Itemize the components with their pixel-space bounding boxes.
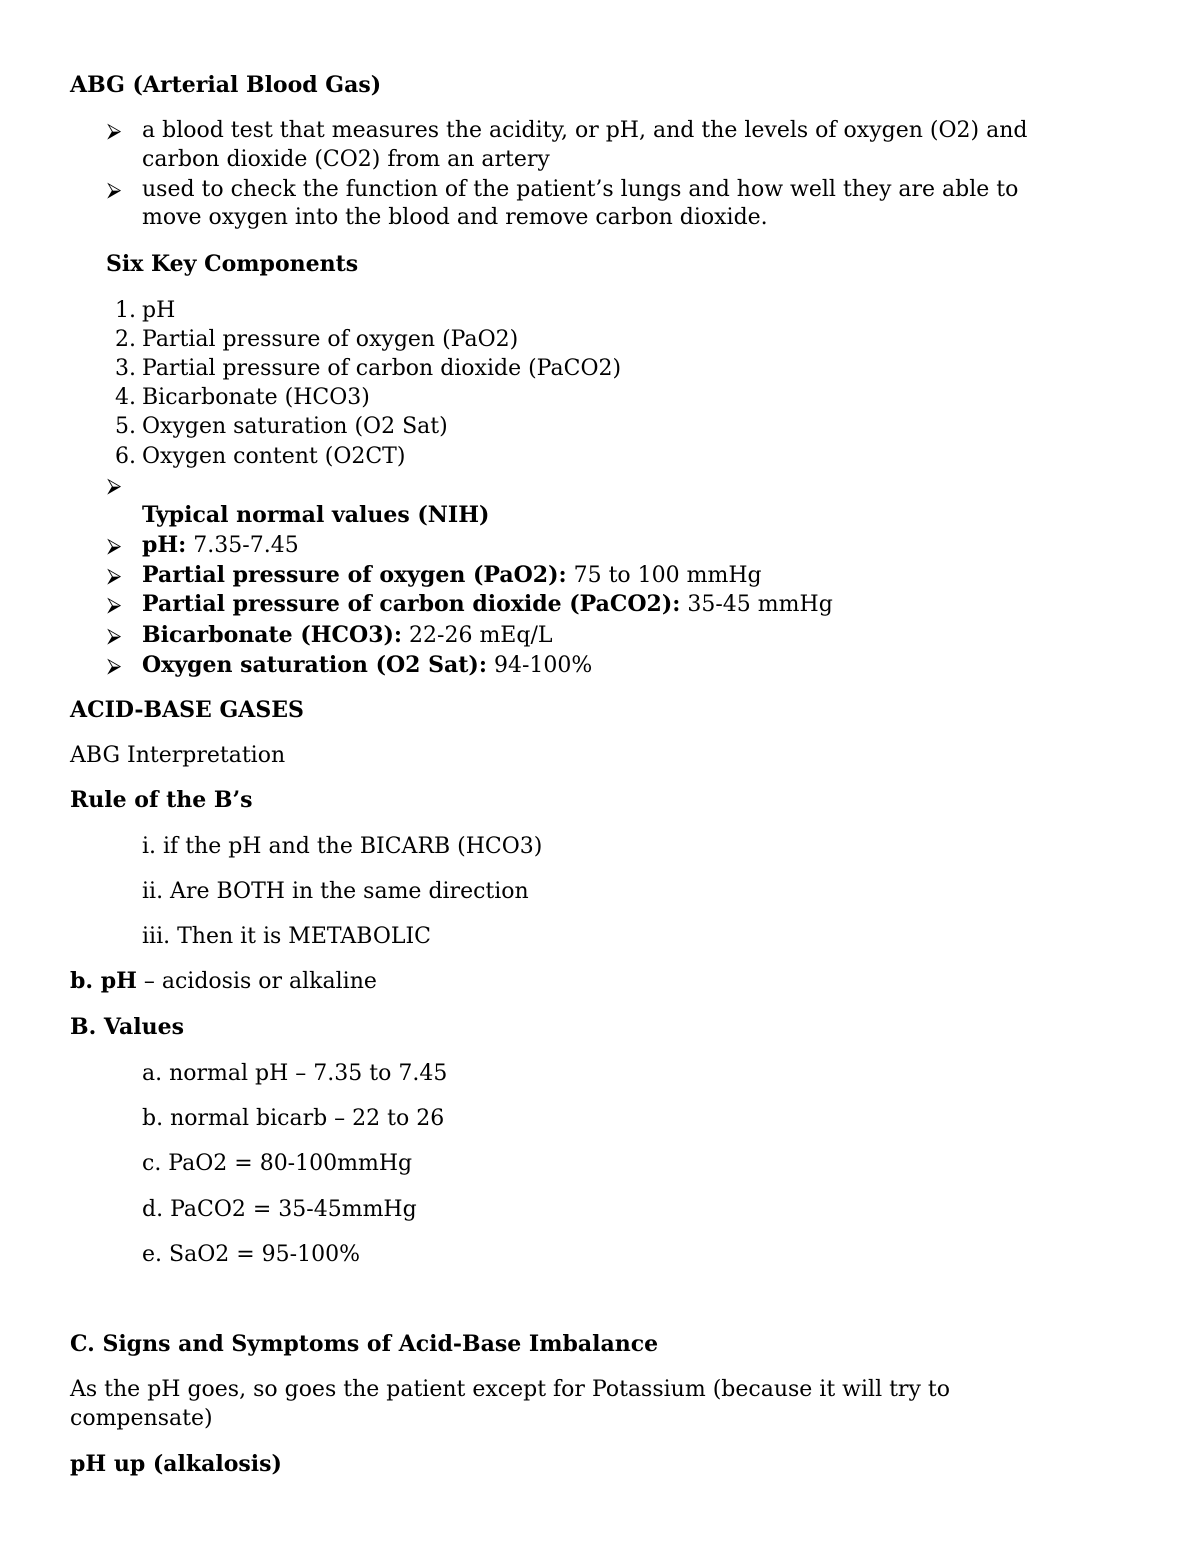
list-item: pH [142, 298, 176, 323]
normal-label: Oxygen saturation (O2 Sat): [142, 652, 487, 678]
list-number: 3. [115, 356, 136, 381]
abg-bullet-1-line-2: carbon dioxide (CO2) from an artery [142, 147, 550, 172]
values-item: d. PaCO2 = 35-45mmHg [142, 1197, 417, 1222]
abg-heading: ABG (Arterial Blood Gas) [70, 72, 382, 98]
list-number: 6. [115, 444, 136, 469]
normal-value: 75 to 100 mmHg [566, 563, 762, 588]
bullet-arrow-icon: ⮚ [107, 623, 122, 647]
acid-base-heading: ACID-BASE GASES [70, 697, 304, 723]
list-number: 2. [115, 327, 136, 352]
rule-heading: Rule of the B’s [70, 787, 253, 813]
normal-label: Bicarbonate (HCO3): [142, 622, 403, 648]
list-number: 1. [115, 298, 136, 323]
normal-label: pH: [142, 532, 187, 558]
normal-value-item [142, 531, 299, 560]
ph-up-subheading: pH up (alkalosis) [70, 1451, 282, 1477]
bullet-arrow-icon: ⮚ [107, 653, 122, 677]
rule-item: ii. Are BOTH in the same direction [142, 879, 529, 904]
normal-value: 94-100% [486, 653, 593, 678]
normals-heading: Typical normal values (NIH) [142, 502, 490, 528]
values-heading: B. Values [70, 1014, 184, 1040]
values-item: e. SaO2 = 95-100% [142, 1242, 360, 1267]
normal-value: 7.35-7.45 [186, 533, 299, 558]
list-item: Oxygen saturation (O2 Sat) [142, 414, 448, 439]
bullet-arrow-icon: ⮚ [107, 177, 122, 201]
values-item: a. normal pH – 7.35 to 7.45 [142, 1061, 448, 1086]
signs-para-line-2: compensate) [70, 1406, 213, 1431]
bullet-arrow-icon: ⮚ [107, 592, 122, 616]
rule-item: iii. Then it is METABOLIC [142, 924, 431, 949]
values-item: b. normal bicarb – 22 to 26 [142, 1106, 445, 1131]
normal-value-item [142, 590, 833, 619]
bullet-arrow-icon: ⮚ [107, 473, 122, 497]
normal-label: Partial pressure of carbon dioxide (PaCO2): [142, 591, 681, 617]
list-item: Partial pressure of carbon dioxide (PaCO2) [142, 356, 622, 381]
abg-bullet-2-line-2: move oxygen into the blood and remove carbon dioxide. [142, 205, 768, 230]
ph-line-label: b. pH [70, 968, 137, 994]
ph-line-text: – acidosis or alkaline [136, 969, 377, 994]
normal-value-item [142, 561, 762, 590]
list-item: Oxygen content (O2CT) [142, 444, 406, 469]
abg-bullet-2-line-1: used to check the function of the patient’s lungs and how well they are able to [142, 177, 1019, 202]
list-item: Partial pressure of oxygen (PaO2) [142, 327, 519, 352]
ph-line [70, 967, 377, 996]
rule-item: i. if the pH and the BICARB (HCO3) [142, 834, 543, 859]
abg-bullet-1-line-1: a blood test that measures the acidity, or pH, and the levels of oxygen (O2) and [142, 118, 1028, 143]
bullet-arrow-icon: ⮚ [107, 118, 122, 142]
values-item: c. PaO2 = 80-100mmHg [142, 1151, 413, 1176]
signs-para-line-1: As the pH goes, so goes the patient except for Potassium (because it will try to [70, 1377, 950, 1402]
abg-interpretation-subheading: ABG Interpretation [70, 743, 286, 768]
list-item: Bicarbonate (HCO3) [142, 385, 370, 410]
normal-value: 35-45 mmHg [680, 592, 833, 617]
normal-value: 22-26 mEq/L [402, 623, 553, 648]
signs-heading: C. Signs and Symptoms of Acid-Base Imbalance [70, 1331, 659, 1357]
bullet-arrow-icon: ⮚ [107, 533, 122, 557]
bullet-arrow-icon: ⮚ [107, 563, 122, 587]
list-number: 5. [115, 414, 136, 439]
list-number: 4. [115, 385, 136, 410]
components-heading: Six Key Components [106, 251, 359, 277]
normal-label: Partial pressure of oxygen (PaO2): [142, 562, 567, 588]
normal-value-item [142, 651, 592, 680]
normal-value-item [142, 621, 552, 650]
